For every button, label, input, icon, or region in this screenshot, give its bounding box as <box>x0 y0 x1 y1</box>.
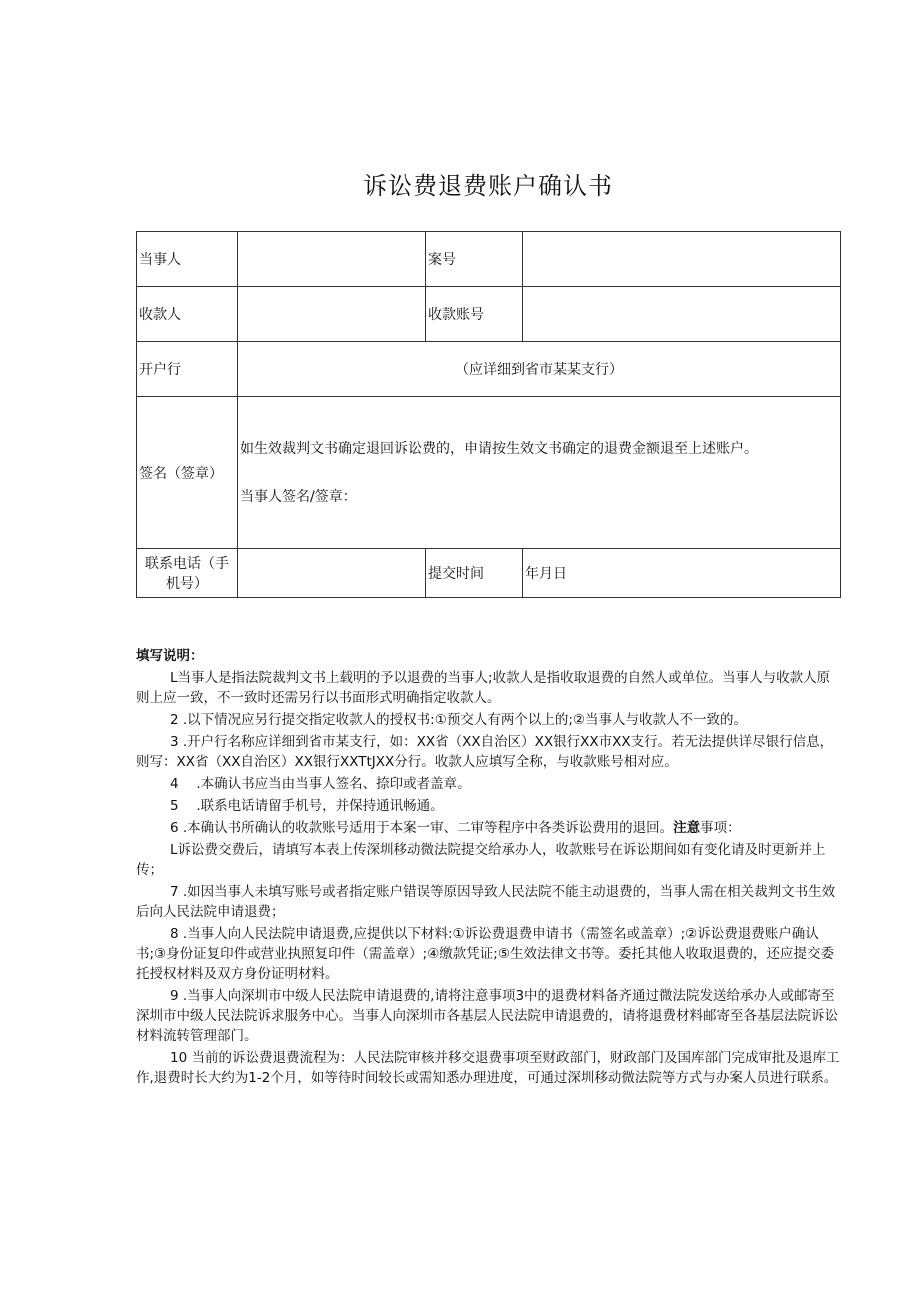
instruction-item-6-tail: 事项： <box>700 820 741 836</box>
instruction-item: 3 .开户行名称应详细到省市某支行，如：XX省（XX自治区）XX银行XX市XX支行。若无法提供详尽银行信息，则写：XX省（XX自治区）XX银行XXTtJXX分行。收款人应填写全称，与收款账号相对应。 <box>136 734 834 770</box>
table-row <box>137 397 841 549</box>
signature-field[interactable] <box>238 397 841 549</box>
case-no-field[interactable] <box>523 232 841 287</box>
payee-label: 收款人 <box>137 287 238 342</box>
bank-field[interactable] <box>238 342 841 397</box>
signature-line: 当事人签名/签章： <box>240 488 357 505</box>
submit-time-label: 提交时间 <box>426 549 523 598</box>
instruction-item: L诉讼费交费后，请填写本表上传深圳移动微法院提交给承办人，收款账号在诉讼期间如有变化请及时更新并上传； <box>136 842 826 878</box>
instructions-section <box>136 646 842 1090</box>
table-row <box>137 287 841 342</box>
signature-statement: 如生效裁判文书确定退回诉讼费的，申请按生效文书确定的退费金额退至上述账户。 <box>240 440 758 457</box>
party-label: 当事人 <box>137 232 238 287</box>
party-field[interactable] <box>238 232 426 287</box>
instruction-item: 9 .当事人向深圳市中级人民法院申请退费的,请将注意事项3中的退费材料备齐通过微法院发送给承办人或邮寄至深圳市中级人民法院诉求服务中心。当事人向深圳市各基层人民法院申请退费的，请将退费材料邮寄至各基层法院诉讼材料流转管理部门。 <box>136 988 838 1044</box>
instruction-item: L当事人是指法院裁判文书上载明的予以退费的当事人;收款人是指收取退费的自然人或单位。当事人与收款人原则上应一致，不一致时还需另行以书面形式明确指定收款人。 <box>136 670 831 706</box>
instruction-item: 5 .联系电话请留手机号，并保持通讯畅通。 <box>170 798 444 814</box>
case-no-label: 案号 <box>426 232 523 287</box>
instructions-heading: 填写说明： <box>136 648 204 664</box>
payee-account-label: 收款账号 <box>426 287 523 342</box>
table-row <box>137 549 841 598</box>
date-placeholder: 年月日 <box>525 566 567 582</box>
instruction-item <box>136 818 842 838</box>
table-row <box>137 232 841 287</box>
instruction-item: 2 .以下情况应另行提交指定收款人的授权书:①预交人有两个以上的;②当事人与收款人不一致的。 <box>170 712 747 728</box>
instruction-item: 8 .当事人向人民法院申请退费,应提供以下材料:①诉讼费退费申请书（需签名或盖章）;②诉讼费退费账户确认书;③身份证复印件或营业执照复印件（需盖章）;④缴款凭证;⑤生效法律文书等。委托其他人收取退费的，还应提交委托授权材料及双方身份证明材料。 <box>136 926 834 982</box>
bank-hint: （应详细到省市某某支行） <box>455 362 623 378</box>
phone-field[interactable] <box>238 549 426 598</box>
page-title: 诉讼费退费账户确认书 <box>363 172 613 200</box>
instruction-item: 4 .本确认书应当由当事人签名、捺印或者盖章。 <box>170 776 471 792</box>
instruction-item-6-text: 6 .本确认书所确认的收款账号适用于本案一审、二审等程序中各类诉讼费用的退回。 <box>170 820 674 836</box>
confirmation-form-table <box>136 231 841 598</box>
signature-label: 签名（签章） <box>137 397 238 549</box>
payee-field[interactable] <box>238 287 426 342</box>
table-row <box>137 342 841 397</box>
instruction-item: 10 当前的诉讼费退费流程为：人民法院审核并移交退费事项至财政部门，财政部门及国库部门完成审批及退库工作,退费时长大约为1-2个月，如等待时间较长或需知悉办理进度，可通过深圳移动微法院等方式与办案人员进行联系。 <box>136 1050 840 1086</box>
phone-label: 联系电话（手机号） <box>137 549 238 598</box>
instruction-item: 7 .如因当事人未填写账号或者指定账户错误等原因导致人民法院不能主动退费的，当事人需在相关裁判文书生效后向人民法院申请退费； <box>136 884 836 920</box>
bank-label: 开户行 <box>137 342 238 397</box>
payee-account-field[interactable] <box>523 287 841 342</box>
instruction-item-6-bold: 注意 <box>673 820 701 836</box>
submit-time-field[interactable] <box>523 549 841 598</box>
